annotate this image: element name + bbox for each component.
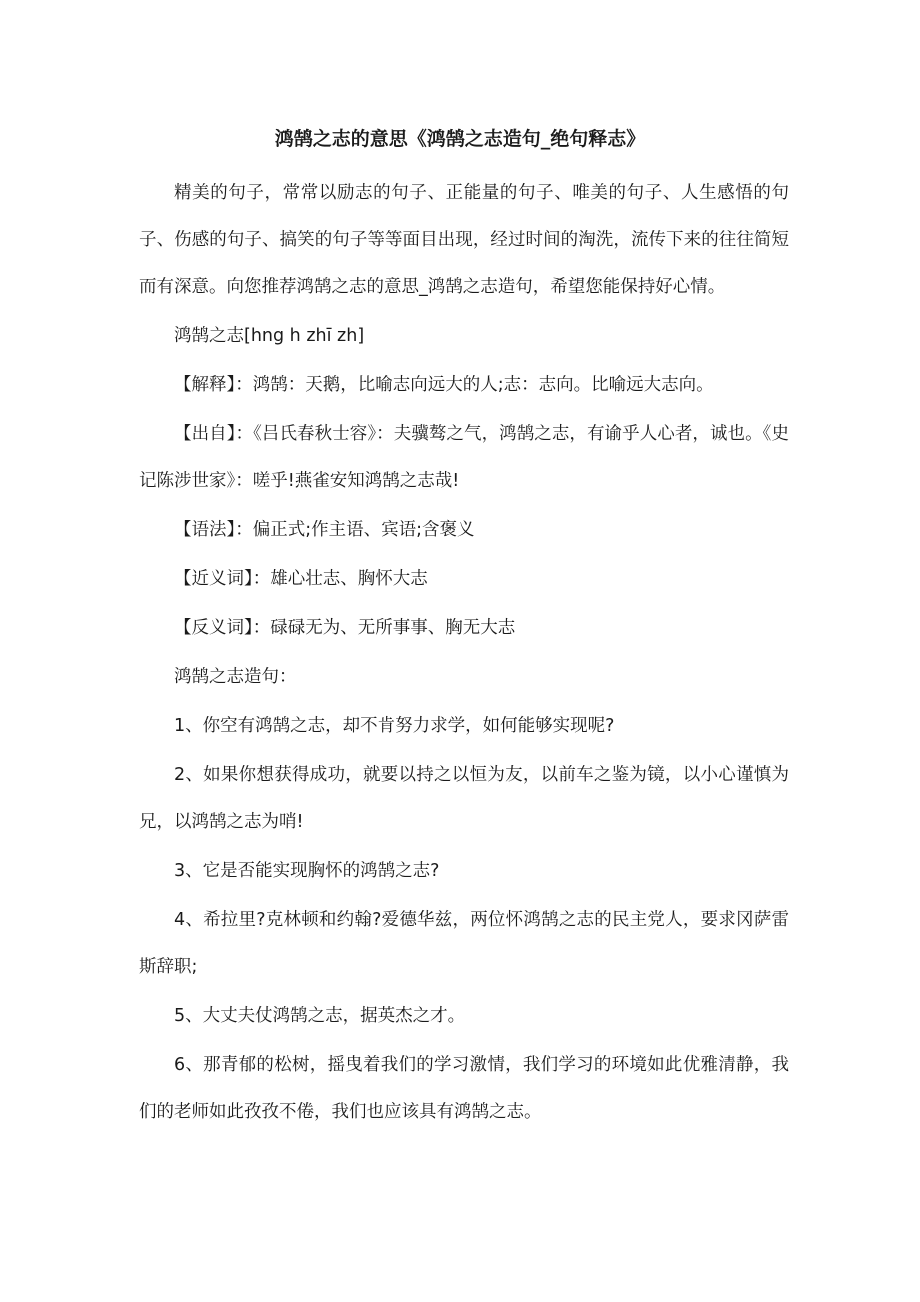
antonym-line: 【反义词】：碌碌无为、无所事事、胸无大志: [174, 618, 516, 638]
pinyin-line: 鸿鹄之志[hng h zhī zh]: [174, 326, 365, 346]
example-sentence-5: 5、大丈夫仗鸿鹄之志，据英杰之才。: [174, 1006, 466, 1026]
document-title: 鸿鹄之志的意思《鸿鹄之志造句_绝句释志》: [274, 128, 646, 150]
document-body: [139, 170, 789, 1138]
example-sentence-1: 1、你空有鸿鹄之志，却不肯努力求学，如何能够实现呢?: [174, 716, 615, 736]
examples-heading: 鸿鹄之志造句：: [174, 667, 297, 687]
example-sentence-4: 4、希拉里?克林顿和约翰?爱德华兹，两位怀鸿鹄之志的民主党人，要求冈萨雷斯辞职;: [139, 910, 789, 977]
source-paragraph: 【出自】：《吕氏春秋士容》：夫骥骜之气，鸿鹄之志，有谕乎人心者，诚也。《史记陈涉世家》：嗟乎!燕雀安知鸿鹄之志哉!: [139, 424, 789, 491]
grammar-line: 【语法】：偏正式;作主语、宾语;含褒义: [174, 520, 475, 540]
intro-paragraph: 精美的句子，常常以励志的句子、正能量的句子、唯美的句子、人生感悟的句子、伤感的句子、搞笑的句子等等面目出现，经过时间的淘洗，流传下来的往往简短而有深意。向您推荐鸿鹄之志的意思_鸿鹄之志造句，希望您能保持好心情。: [139, 183, 789, 297]
example-sentence-3: 3、它是否能实现胸怀的鸿鹄之志?: [174, 861, 440, 881]
explanation-line: 【解释】：鸿鹄：天鹅，比喻志向远大的人;志：志向。比喻远大志向。: [174, 375, 714, 395]
synonym-line: 【近义词】：雄心壮志、胸怀大志: [174, 569, 428, 589]
example-sentence-6: 6、那青郁的松树，摇曳着我们的学习激情，我们学习的环境如此优雅清静，我们的老师如此孜孜不倦，我们也应该具有鸿鹄之志。: [139, 1055, 789, 1122]
example-sentence-2: 2、如果你想获得成功，就要以持之以恒为友，以前车之鉴为镜，以小心谨慎为兄，以鸿鹄之志为哨!: [139, 765, 789, 832]
